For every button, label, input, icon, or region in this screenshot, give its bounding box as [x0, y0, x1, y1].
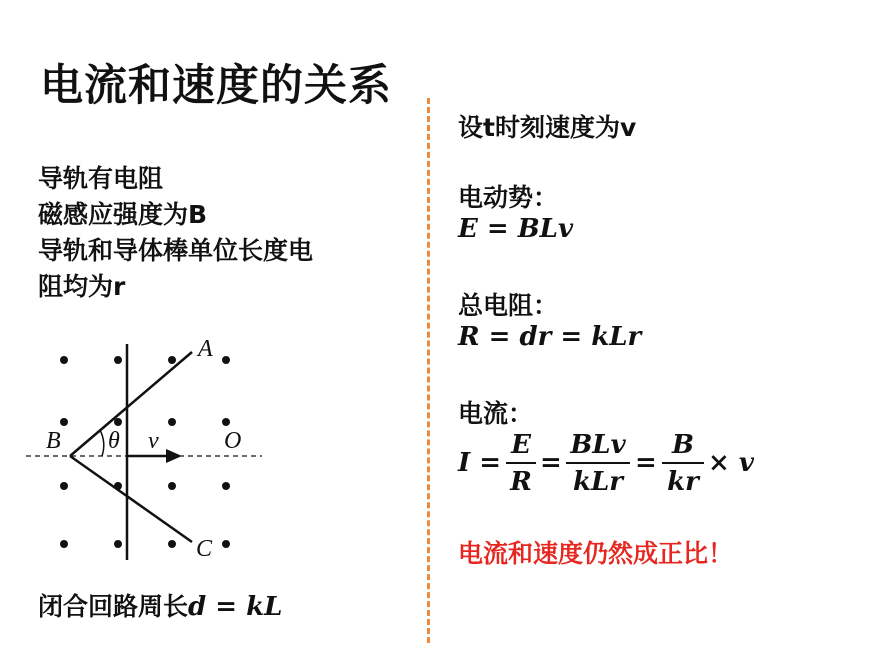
- times-v: × v: [708, 448, 754, 478]
- emf-label: 电动势：: [458, 183, 559, 212]
- fraction-b-over-kr: [662, 430, 704, 498]
- fraction-2-denominator: kLr: [573, 467, 623, 497]
- label-a: A: [198, 336, 213, 362]
- resistance-equation: R = dr = kLr: [458, 322, 642, 352]
- current-lhs: I =: [458, 448, 501, 478]
- condition-unit-resistance-1: 导轨和导体棒单位长度电: [38, 236, 314, 265]
- condition-unit-resistance-2: 阻均为r: [38, 272, 126, 301]
- rail-diagram: [26, 330, 276, 570]
- perimeter-prefix: 闭合回路周长: [38, 592, 189, 621]
- emf-equation: E = BLv: [458, 214, 574, 244]
- rail-c: [70, 456, 192, 542]
- perimeter-equation: d = kL: [188, 592, 283, 622]
- fraction-blv-over-klr: [566, 430, 630, 498]
- label-v: v: [148, 428, 159, 454]
- theta-arc: [100, 430, 104, 456]
- equals-sign-3: =: [635, 448, 657, 478]
- label-theta: θ: [108, 428, 120, 454]
- condition-magnetic-field: 磁感应强度为B: [38, 200, 208, 229]
- label-b: B: [46, 428, 61, 454]
- fraction-3-denominator: kr: [667, 467, 699, 497]
- fraction-e-over-r: [506, 430, 536, 498]
- equals-sign-2: =: [540, 448, 562, 478]
- fraction-1-numerator: E: [506, 430, 536, 464]
- conclusion-text: 电流和速度仍然成正比！: [458, 539, 734, 568]
- dashed-divider: [427, 98, 430, 643]
- setup-text: 设t时刻速度为v: [458, 113, 637, 142]
- fraction-2-numerator: BLv: [566, 430, 630, 464]
- label-o: O: [224, 428, 242, 454]
- velocity-arrowhead-icon: [166, 449, 182, 463]
- slide-title: 电流和速度的关系: [40, 61, 392, 111]
- condition-rail-resistance: 导轨有电阻: [38, 164, 164, 193]
- rail-a: [70, 352, 192, 456]
- perimeter-line: [38, 590, 282, 624]
- fraction-1-denominator: R: [510, 467, 532, 497]
- fraction-3-numerator: B: [662, 430, 704, 464]
- resistance-label: 总电阻：: [458, 291, 559, 320]
- current-label: 电流：: [458, 399, 534, 428]
- label-c: C: [196, 536, 213, 562]
- magnetic-field-dots: [60, 356, 230, 548]
